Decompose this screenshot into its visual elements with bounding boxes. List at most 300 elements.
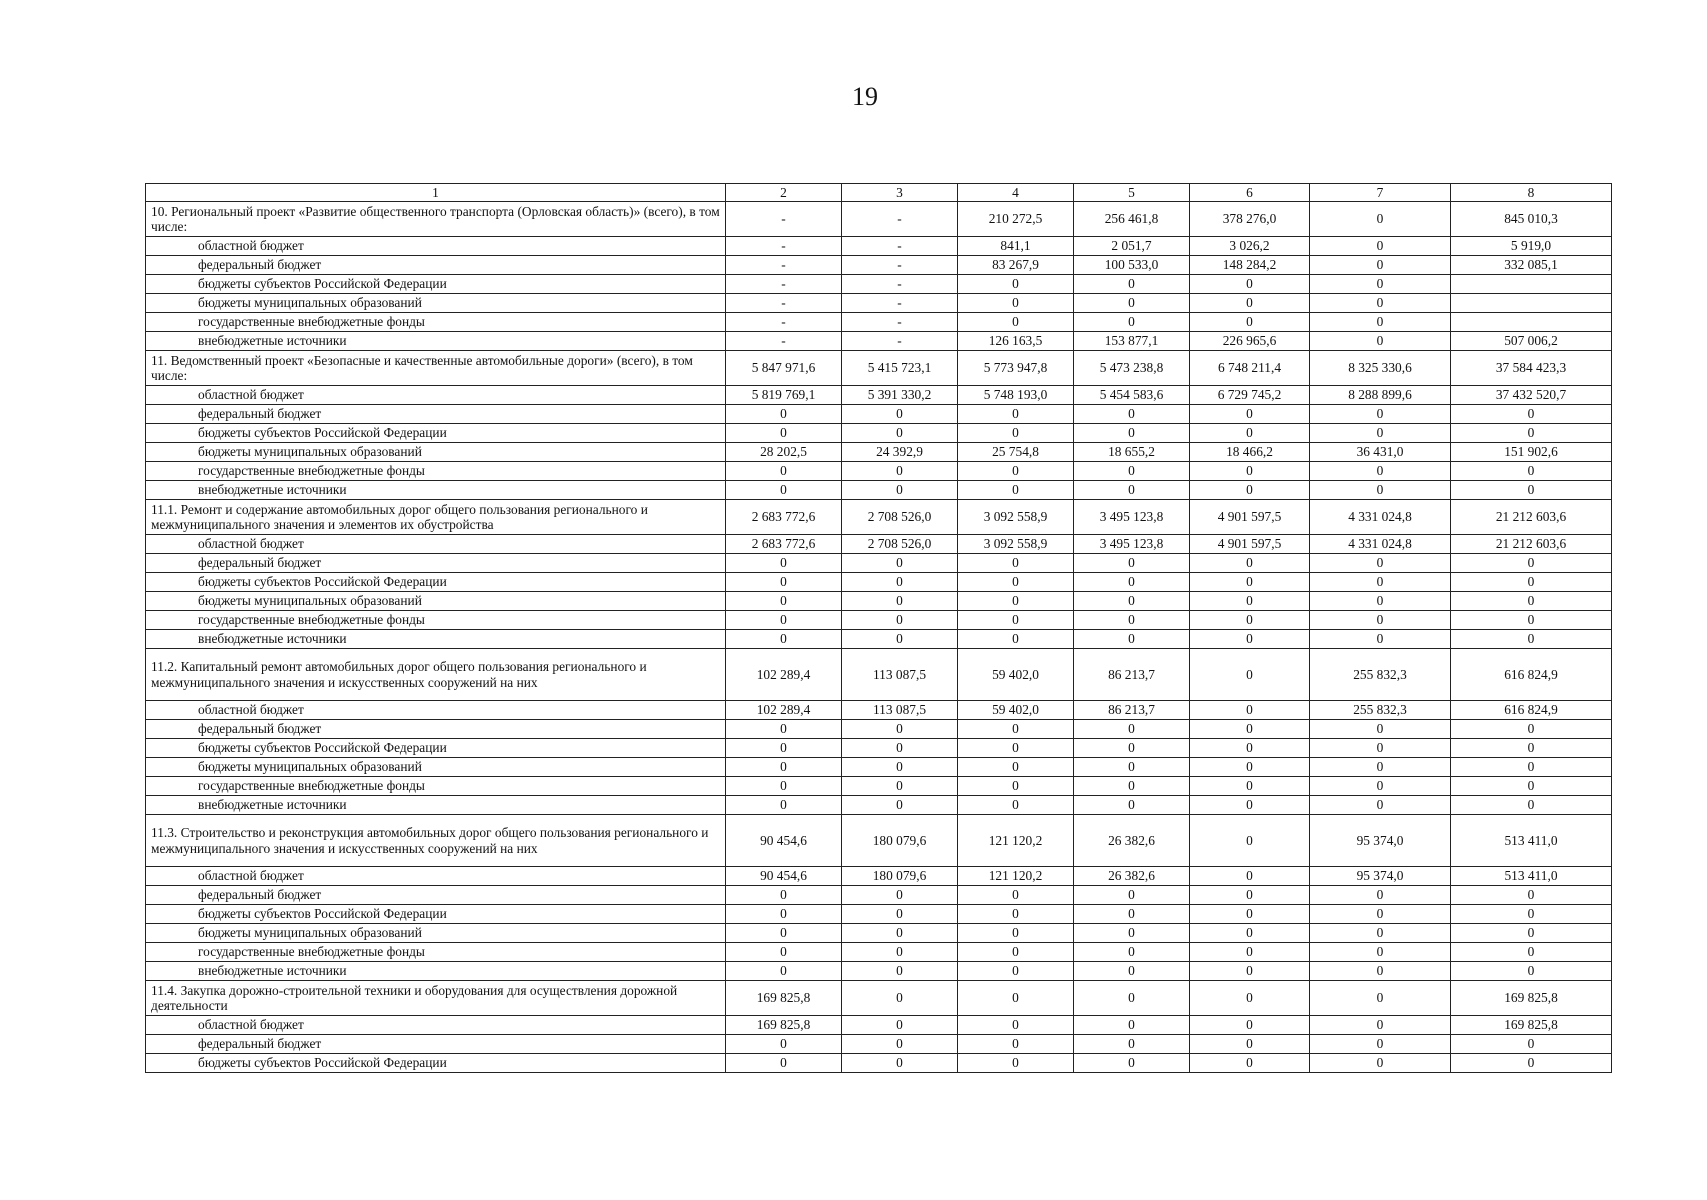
value-cell: 0 [1074,886,1190,905]
row-label: федеральный бюджет [146,256,726,275]
value-cell: 0 [1451,630,1612,649]
value-cell: 169 825,8 [1451,981,1612,1016]
value-cell: 18 466,2 [1190,443,1310,462]
value-cell: 0 [1190,720,1310,739]
value-cell: 0 [842,924,958,943]
value-cell: 5 415 723,1 [842,351,958,386]
value-cell: 0 [842,630,958,649]
value-cell: 0 [1074,294,1190,313]
value-cell: 0 [1451,424,1612,443]
value-cell: 0 [1074,405,1190,424]
value-cell: 3 495 123,8 [1074,500,1190,535]
value-cell: 0 [958,573,1074,592]
value-cell: 0 [842,1035,958,1054]
row-label: областной бюджет [146,535,726,554]
value-cell: 0 [726,592,842,611]
value-cell: 0 [726,573,842,592]
value-cell: 0 [726,924,842,943]
value-cell: 0 [1074,1016,1190,1035]
value-cell: 0 [842,720,958,739]
row-label: 11.1. Ремонт и содержание автомобильных дорог общего пользования регионального и межмуниципального значения и элементов их обустройства [146,500,726,535]
value-cell: 0 [1310,1054,1451,1073]
value-cell: - [842,332,958,351]
table-row [146,313,1612,332]
table-row [146,351,1612,386]
value-cell: 153 877,1 [1074,332,1190,351]
value-cell: 256 461,8 [1074,202,1190,237]
row-label: внебюджетные источники [146,481,726,500]
table-row [146,1054,1612,1073]
value-cell: 0 [1310,796,1451,815]
value-cell: 0 [1190,796,1310,815]
value-cell: 0 [1451,405,1612,424]
value-cell: 0 [726,796,842,815]
value-cell: 2 051,7 [1074,237,1190,256]
value-cell: 0 [1190,943,1310,962]
value-cell: 2 708 526,0 [842,535,958,554]
value-cell: 0 [842,554,958,573]
value-cell: 0 [1190,886,1310,905]
value-cell: 0 [958,294,1074,313]
value-cell: 0 [958,1016,1074,1035]
value-cell: 0 [1190,701,1310,720]
value-cell: 513 411,0 [1451,815,1612,867]
value-cell: - [726,275,842,294]
value-cell: - [842,237,958,256]
value-cell: 126 163,5 [958,332,1074,351]
value-cell: 0 [1190,758,1310,777]
value-cell: 0 [726,405,842,424]
value-cell: 0 [1310,943,1451,962]
value-cell: 180 079,6 [842,815,958,867]
value-cell: 0 [1074,943,1190,962]
value-cell: 0 [1310,332,1451,351]
value-cell: 5 748 193,0 [958,386,1074,405]
value-cell: 0 [842,424,958,443]
table-row [146,1035,1612,1054]
table-row [146,943,1612,962]
value-cell: 0 [1451,886,1612,905]
value-cell: 0 [1451,611,1612,630]
value-cell: 0 [958,611,1074,630]
value-cell: 0 [1074,462,1190,481]
value-cell: 4 331 024,8 [1310,500,1451,535]
value-cell: 0 [1074,1035,1190,1054]
value-cell: 0 [1310,462,1451,481]
value-cell: 0 [958,592,1074,611]
value-cell: 0 [842,739,958,758]
table-row [146,611,1612,630]
row-label: внебюджетные источники [146,962,726,981]
value-cell: 255 832,3 [1310,649,1451,701]
value-cell: 0 [842,758,958,777]
value-cell: 0 [1451,758,1612,777]
header-cell: 5 [1074,184,1190,202]
value-cell: 169 825,8 [726,981,842,1016]
value-cell: 180 079,6 [842,867,958,886]
value-cell: 0 [958,777,1074,796]
value-cell: 0 [842,592,958,611]
value-cell: 0 [958,554,1074,573]
value-cell: 5 454 583,6 [1074,386,1190,405]
table-row [146,815,1612,867]
value-cell: 95 374,0 [1310,815,1451,867]
row-label: 10. Региональный проект «Развитие общественного транспорта (Орловская область)» (всего), в том числе: [146,202,726,237]
value-cell: 0 [958,739,1074,758]
value-cell: 83 267,9 [958,256,1074,275]
value-cell: 0 [1310,405,1451,424]
value-cell: 0 [1451,592,1612,611]
value-cell: 0 [1451,462,1612,481]
row-label: областной бюджет [146,867,726,886]
value-cell: 6 748 211,4 [1190,351,1310,386]
value-cell: 0 [1451,554,1612,573]
row-label: государственные внебюджетные фонды [146,611,726,630]
value-cell: 25 754,8 [958,443,1074,462]
value-cell: 2 683 772,6 [726,535,842,554]
value-cell: 378 276,0 [1190,202,1310,237]
value-cell: 0 [1074,554,1190,573]
value-cell: 0 [1074,481,1190,500]
row-label: бюджеты субъектов Российской Федерации [146,573,726,592]
header-cell: 1 [146,184,726,202]
value-cell: 0 [1310,1016,1451,1035]
value-cell: 0 [726,1054,842,1073]
value-cell: 0 [1310,630,1451,649]
value-cell: 0 [1074,720,1190,739]
value-cell: 59 402,0 [958,649,1074,701]
value-cell: 59 402,0 [958,701,1074,720]
value-cell: 5 473 238,8 [1074,351,1190,386]
value-cell: 0 [842,796,958,815]
row-label: внебюджетные источники [146,796,726,815]
page-number: 19 [852,82,878,111]
value-cell: 3 495 123,8 [1074,535,1190,554]
value-cell: 0 [726,424,842,443]
value-cell: 26 382,6 [1074,815,1190,867]
value-cell: 0 [958,962,1074,981]
value-cell: 21 212 603,6 [1451,535,1612,554]
value-cell: 0 [1190,554,1310,573]
value-cell: 2 708 526,0 [842,500,958,535]
row-label: 11.4. Закупка дорожно-строительной техники и оборудования для осуществления дорожной деятельности [146,981,726,1016]
value-cell: 4 901 597,5 [1190,535,1310,554]
value-cell: 0 [958,630,1074,649]
table-row [146,1016,1612,1035]
table-row [146,962,1612,981]
value-cell: 0 [1074,924,1190,943]
value-cell: 0 [1074,962,1190,981]
value-cell [1451,294,1612,313]
row-label: областной бюджет [146,237,726,256]
value-cell: - [842,294,958,313]
value-cell: 0 [1310,739,1451,758]
value-cell: 0 [726,611,842,630]
row-label: федеральный бюджет [146,1035,726,1054]
value-cell: 210 272,5 [958,202,1074,237]
value-cell: 18 655,2 [1074,443,1190,462]
value-cell: 0 [1190,462,1310,481]
table-row [146,275,1612,294]
value-cell: 0 [1190,275,1310,294]
table-row [146,535,1612,554]
table-row [146,424,1612,443]
value-cell: 0 [726,630,842,649]
value-cell: 507 006,2 [1451,332,1612,351]
table-row [146,405,1612,424]
value-cell: 0 [958,943,1074,962]
value-cell: 0 [1190,592,1310,611]
header-cell: 8 [1451,184,1612,202]
value-cell: 95 374,0 [1310,867,1451,886]
value-cell: 0 [1310,256,1451,275]
value-cell: 0 [1190,649,1310,701]
row-label: 11. Ведомственный проект «Безопасные и качественные автомобильные дороги» (всего), в том числе: [146,351,726,386]
value-cell: 0 [1451,943,1612,962]
value-cell: 0 [958,405,1074,424]
value-cell: 0 [1074,905,1190,924]
value-cell: 0 [1190,905,1310,924]
value-cell: 37 432 520,7 [1451,386,1612,405]
header-row [146,184,1612,202]
value-cell: 0 [726,758,842,777]
table-row [146,237,1612,256]
value-cell: 0 [1451,905,1612,924]
row-label: государственные внебюджетные фонды [146,313,726,332]
table-row [146,777,1612,796]
value-cell: 0 [958,796,1074,815]
value-cell: 5 819 769,1 [726,386,842,405]
table-row [146,796,1612,815]
row-label: областной бюджет [146,1016,726,1035]
value-cell: 0 [1310,573,1451,592]
value-cell: - [726,237,842,256]
table-row [146,701,1612,720]
value-cell: 5 919,0 [1451,237,1612,256]
value-cell: - [726,256,842,275]
value-cell: 0 [1074,573,1190,592]
value-cell: 0 [1451,1054,1612,1073]
value-cell: 4 331 024,8 [1310,535,1451,554]
value-cell: 0 [1190,481,1310,500]
row-label: 11.2. Капитальный ремонт автомобильных дорог общего пользования регионального и межмуниципального значения и искусственных сооружений на них [146,649,726,701]
header-cell: 3 [842,184,958,202]
value-cell: 616 824,9 [1451,701,1612,720]
value-cell: 0 [842,981,958,1016]
value-cell: - [726,332,842,351]
value-cell: 0 [726,962,842,981]
value-cell: 0 [958,313,1074,332]
value-cell: 0 [1310,424,1451,443]
table-row [146,256,1612,275]
value-cell: 0 [726,481,842,500]
value-cell: 0 [958,758,1074,777]
row-label: бюджеты муниципальных образований [146,758,726,777]
value-cell: 0 [726,905,842,924]
value-cell: 0 [1190,630,1310,649]
value-cell: 26 382,6 [1074,867,1190,886]
value-cell: 0 [1190,739,1310,758]
value-cell: 0 [726,462,842,481]
table-row [146,758,1612,777]
value-cell: 0 [842,481,958,500]
value-cell: 0 [958,905,1074,924]
value-cell: 148 284,2 [1190,256,1310,275]
value-cell: 0 [1190,1035,1310,1054]
value-cell: 3 026,2 [1190,237,1310,256]
value-cell: 0 [1074,630,1190,649]
value-cell: 151 902,6 [1451,443,1612,462]
budget-table [145,183,1612,1073]
value-cell: 5 391 330,2 [842,386,958,405]
value-cell: 0 [1451,962,1612,981]
value-cell: 0 [726,554,842,573]
value-cell: 5 847 971,6 [726,351,842,386]
table-row [146,462,1612,481]
value-cell: 0 [1451,777,1612,796]
value-cell: 100 533,0 [1074,256,1190,275]
value-cell: 0 [842,611,958,630]
value-cell: 0 [1190,867,1310,886]
value-cell: 0 [842,962,958,981]
table-row [146,592,1612,611]
value-cell: 616 824,9 [1451,649,1612,701]
value-cell: 513 411,0 [1451,867,1612,886]
value-cell: 121 120,2 [958,867,1074,886]
value-cell: 0 [1310,886,1451,905]
value-cell: 0 [958,424,1074,443]
value-cell: 0 [1074,981,1190,1016]
value-cell: 0 [1310,202,1451,237]
header-cell: 4 [958,184,1074,202]
table-row [146,573,1612,592]
value-cell: 0 [1074,1054,1190,1073]
value-cell: 0 [1190,1016,1310,1035]
value-cell: 0 [958,462,1074,481]
value-cell: 0 [842,886,958,905]
value-cell: 0 [1451,924,1612,943]
value-cell: 0 [1074,611,1190,630]
value-cell: 113 087,5 [842,649,958,701]
value-cell: 86 213,7 [1074,649,1190,701]
value-cell: - [842,313,958,332]
value-cell: 0 [1451,720,1612,739]
table-row [146,481,1612,500]
table-row [146,739,1612,758]
value-cell: 102 289,4 [726,701,842,720]
value-cell: 255 832,3 [1310,701,1451,720]
value-cell: - [726,202,842,237]
table-row [146,294,1612,313]
value-cell: 0 [1074,424,1190,443]
table-row [146,554,1612,573]
row-label: федеральный бюджет [146,720,726,739]
value-cell: 86 213,7 [1074,701,1190,720]
value-cell: 0 [958,1035,1074,1054]
value-cell: - [726,294,842,313]
row-label: бюджеты субъектов Российской Федерации [146,275,726,294]
value-cell: 0 [1190,777,1310,796]
value-cell: 0 [1190,294,1310,313]
value-cell: 0 [1451,739,1612,758]
value-cell: 0 [958,981,1074,1016]
value-cell: 0 [1310,294,1451,313]
value-cell: 0 [1310,554,1451,573]
table-row [146,720,1612,739]
value-cell: 0 [842,1016,958,1035]
table-row [146,202,1612,237]
row-label: областной бюджет [146,701,726,720]
value-cell: 0 [842,943,958,962]
value-cell: 0 [1074,758,1190,777]
row-label: бюджеты субъектов Российской Федерации [146,1054,726,1073]
value-cell: 0 [1190,405,1310,424]
value-cell: 113 087,5 [842,701,958,720]
value-cell: 90 454,6 [726,867,842,886]
value-cell: 121 120,2 [958,815,1074,867]
value-cell: 0 [1310,758,1451,777]
header-cell: 2 [726,184,842,202]
value-cell: 0 [726,886,842,905]
value-cell: 0 [1190,1054,1310,1073]
value-cell: - [726,313,842,332]
row-label: бюджеты субъектов Российской Федерации [146,739,726,758]
table-row [146,500,1612,535]
value-cell: 0 [1310,777,1451,796]
table-row [146,905,1612,924]
row-label: государственные внебюджетные фонды [146,462,726,481]
value-cell: 0 [1310,962,1451,981]
row-label: бюджеты муниципальных образований [146,443,726,462]
row-label: государственные внебюджетные фонды [146,777,726,796]
value-cell: 0 [726,739,842,758]
value-cell: 3 092 558,9 [958,500,1074,535]
value-cell: 0 [1190,962,1310,981]
row-label: федеральный бюджет [146,554,726,573]
value-cell: 169 825,8 [726,1016,842,1035]
table-row [146,886,1612,905]
value-cell: 0 [958,481,1074,500]
row-label: бюджеты субъектов Российской Федерации [146,905,726,924]
value-cell: 845 010,3 [1451,202,1612,237]
value-cell: 4 901 597,5 [1190,500,1310,535]
value-cell: 0 [1310,611,1451,630]
value-cell [1451,275,1612,294]
table-row [146,867,1612,886]
value-cell: 169 825,8 [1451,1016,1612,1035]
value-cell: 0 [1310,313,1451,332]
value-cell: 0 [1190,981,1310,1016]
value-cell: 0 [1074,796,1190,815]
table-row [146,649,1612,701]
value-cell: 8 325 330,6 [1310,351,1451,386]
table-row [146,332,1612,351]
value-cell: 0 [1074,777,1190,796]
value-cell [1451,313,1612,332]
value-cell: 0 [842,1054,958,1073]
value-cell: 0 [1310,481,1451,500]
value-cell: 0 [1074,592,1190,611]
value-cell: 0 [1310,275,1451,294]
row-label: бюджеты муниципальных образований [146,294,726,313]
value-cell: 0 [958,1054,1074,1073]
value-cell: 0 [958,924,1074,943]
value-cell: 0 [1190,611,1310,630]
value-cell: 0 [1190,424,1310,443]
value-cell: - [842,256,958,275]
value-cell: 0 [1451,481,1612,500]
value-cell: - [842,275,958,294]
